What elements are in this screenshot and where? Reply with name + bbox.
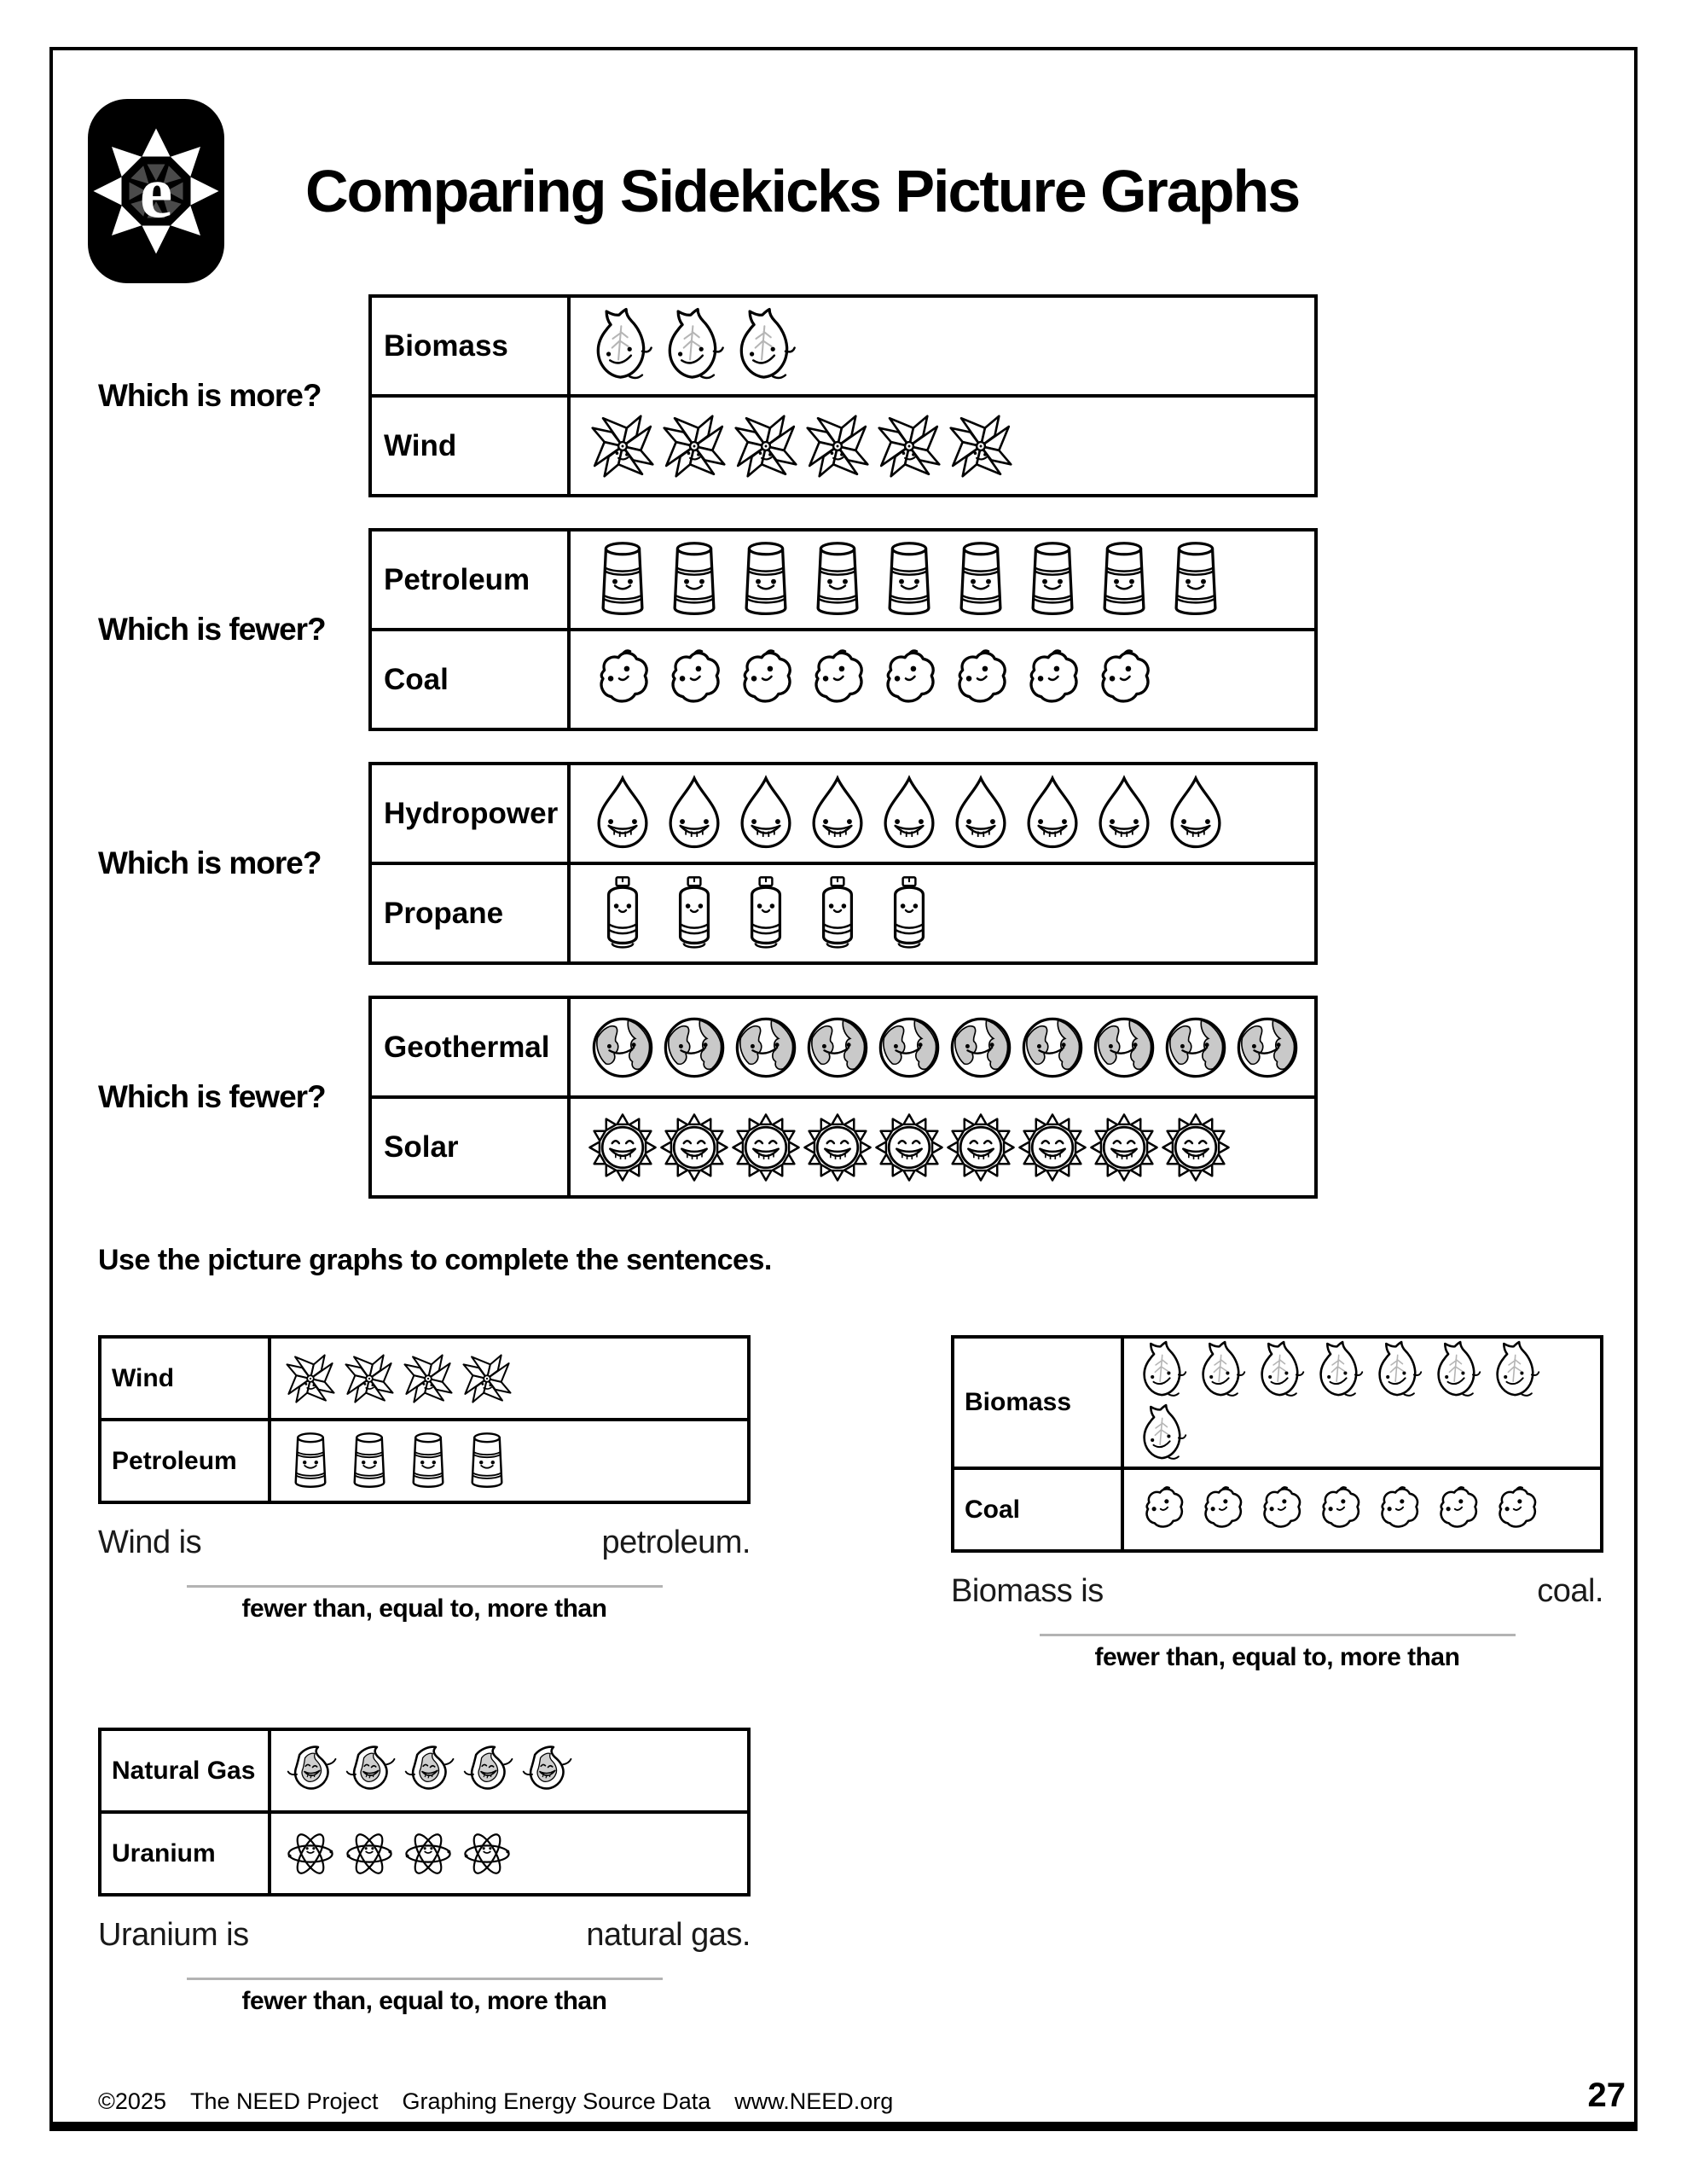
- uranium-icon: [283, 1822, 338, 1885]
- wind-icon: [401, 1347, 455, 1410]
- row-icons: [270, 1729, 749, 1812]
- uranium-icon: [401, 1822, 455, 1885]
- row-label: Hydropower: [370, 764, 569, 863]
- coal-icon: [659, 638, 729, 722]
- graph-row: [100, 1729, 749, 1812]
- hydropower-icon: [803, 772, 872, 856]
- petroleum-icon: [342, 1430, 397, 1493]
- row-label: Petroleum: [100, 1420, 270, 1502]
- petroleum-icon: [283, 1430, 338, 1493]
- row-icons: [569, 1097, 1316, 1197]
- instruction-text: Use the picture graphs to complete the sentences.: [98, 1244, 772, 1276]
- graph-row: [370, 630, 1316, 729]
- graph-row: [370, 296, 1316, 396]
- picture-graph-table: [368, 528, 1318, 731]
- comparison-question: Which is fewer?: [98, 1079, 326, 1114]
- row-icons: [270, 1337, 749, 1420]
- propane-icon: [731, 872, 801, 956]
- sentence-end: natural gas.: [586, 1917, 751, 1953]
- row-label: Propane: [370, 863, 569, 963]
- coal-icon: [588, 638, 658, 722]
- logo-letter: e: [139, 150, 173, 233]
- wind-icon: [803, 404, 872, 488]
- wind-icon: [659, 404, 729, 488]
- graph-row: [100, 1420, 749, 1502]
- row-icons: [270, 1420, 749, 1502]
- hydropower-icon: [1161, 772, 1231, 856]
- fill-in-sentence: [951, 1573, 1603, 1610]
- coal-icon: [1136, 1478, 1191, 1542]
- solar-icon: [659, 1106, 729, 1189]
- petroleum-icon: [460, 1430, 514, 1493]
- propane-icon: [588, 872, 658, 956]
- comparison-block: [98, 528, 1318, 731]
- petroleum-icon: [1161, 538, 1231, 622]
- exercise-picture-graph: [951, 1335, 1603, 1553]
- coal-icon: [874, 638, 944, 722]
- natural-gas-icon: [401, 1740, 455, 1803]
- wind-icon: [874, 404, 944, 488]
- sentence-start: Biomass is: [951, 1573, 1104, 1609]
- fill-in-sentence: [98, 1917, 751, 1954]
- need-energy-logo: [88, 99, 224, 283]
- wind-icon: [342, 1347, 397, 1410]
- graph-row: [953, 1468, 1602, 1551]
- comparison-section: [98, 294, 1318, 1199]
- solar-icon: [874, 1106, 944, 1189]
- coal-icon: [1254, 1478, 1308, 1542]
- hydropower-icon: [874, 772, 944, 856]
- answer-blank-line: [1040, 1634, 1516, 1636]
- energy-star-icon: [92, 127, 220, 255]
- graph-row: [370, 396, 1316, 496]
- row-icons: [569, 396, 1316, 496]
- row-icons: [569, 296, 1316, 396]
- comparison-block: [98, 294, 1318, 497]
- row-icons: [569, 764, 1316, 863]
- geothermal-icon: [731, 1006, 801, 1089]
- row-label: Coal: [370, 630, 569, 729]
- solar-icon: [731, 1106, 801, 1189]
- geothermal-icon: [1089, 1006, 1159, 1089]
- word-bank-choices: fewer than, equal to, more than: [241, 1594, 607, 1623]
- picture-graph-table: [368, 996, 1318, 1199]
- wind-icon: [460, 1347, 514, 1410]
- row-icons: [1122, 1337, 1602, 1468]
- comparison-question: Which is more?: [98, 845, 322, 880]
- graph-row: [100, 1337, 749, 1420]
- biomass-icon: [588, 305, 658, 388]
- geothermal-icon: [1232, 1006, 1302, 1089]
- word-bank-choices: fewer than, equal to, more than: [1094, 1643, 1460, 1671]
- graph-row: [370, 764, 1316, 863]
- graph-row: [370, 997, 1316, 1097]
- header: [88, 99, 1299, 283]
- picture-graph-table: [368, 762, 1318, 965]
- wind-icon: [731, 404, 801, 488]
- exercise-block: [98, 1335, 751, 1623]
- sentence-start: Wind is: [98, 1525, 202, 1560]
- page-title: Comparing Sidekicks Picture Graphs: [305, 158, 1300, 224]
- comparison-block: [98, 762, 1318, 965]
- row-label: Wind: [100, 1337, 270, 1420]
- footer-series: Graphing Energy Source Data: [402, 2088, 711, 2114]
- natural-gas-icon: [519, 1740, 573, 1803]
- biomass-icon: [659, 305, 729, 388]
- biomass-icon: [1489, 1339, 1544, 1403]
- coal-icon: [1313, 1478, 1367, 1542]
- geothermal-icon: [659, 1006, 729, 1089]
- uranium-icon: [342, 1822, 397, 1885]
- word-bank-choices: fewer than, equal to, more than: [241, 1987, 607, 2015]
- hydropower-icon: [731, 772, 801, 856]
- propane-icon: [803, 872, 872, 956]
- exercise-block: [951, 1335, 1603, 1672]
- natural-gas-icon: [283, 1740, 338, 1803]
- coal-icon: [1195, 1478, 1249, 1542]
- row-icons: [569, 863, 1316, 963]
- row-icons: [569, 530, 1316, 630]
- exercise-picture-graph: [98, 1335, 751, 1504]
- coal-icon: [1371, 1478, 1426, 1542]
- hydropower-icon: [1089, 772, 1159, 856]
- hydropower-icon: [588, 772, 658, 856]
- geothermal-icon: [1017, 1006, 1087, 1089]
- coal-icon: [946, 638, 1016, 722]
- geothermal-icon: [803, 1006, 872, 1089]
- wind-icon: [588, 404, 658, 488]
- answer-blank-line: [187, 1585, 663, 1588]
- sentence-end: coal.: [1537, 1573, 1603, 1609]
- natural-gas-icon: [460, 1740, 514, 1803]
- propane-icon: [874, 872, 944, 956]
- answer-blank-line: [187, 1978, 663, 1980]
- row-icons: [1122, 1468, 1602, 1551]
- petroleum-icon: [1017, 538, 1087, 622]
- biomass-icon: [1371, 1339, 1426, 1403]
- solar-icon: [1089, 1106, 1159, 1189]
- biomass-icon: [1136, 1339, 1191, 1403]
- footer-url: www.NEED.org: [734, 2088, 894, 2114]
- row-label: Solar: [370, 1097, 569, 1197]
- page-number: 27: [1587, 2077, 1626, 2114]
- uranium-icon: [460, 1822, 514, 1885]
- row-icons: [270, 1812, 749, 1895]
- row-label: Coal: [953, 1468, 1122, 1551]
- graph-row: [370, 863, 1316, 963]
- graph-row: [100, 1812, 749, 1895]
- propane-icon: [659, 872, 729, 956]
- comparison-question: Which is more?: [98, 378, 322, 413]
- biomass-icon: [731, 305, 801, 388]
- solar-icon: [1017, 1106, 1087, 1189]
- row-label: Biomass: [953, 1337, 1122, 1468]
- geothermal-icon: [1161, 1006, 1231, 1089]
- coal-icon: [1489, 1478, 1544, 1542]
- biomass-icon: [1136, 1403, 1191, 1466]
- biomass-icon: [1254, 1339, 1308, 1403]
- comparison-block: [98, 996, 1318, 1199]
- hydropower-icon: [1017, 772, 1087, 856]
- biomass-icon: [1430, 1339, 1485, 1403]
- solar-icon: [803, 1106, 872, 1189]
- sentence-end: petroleum.: [601, 1525, 751, 1560]
- row-label: Petroleum: [370, 530, 569, 630]
- biomass-icon: [1313, 1339, 1367, 1403]
- natural-gas-icon: [342, 1740, 397, 1803]
- petroleum-icon: [401, 1430, 455, 1493]
- coal-icon: [731, 638, 801, 722]
- petroleum-icon: [659, 538, 729, 622]
- row-label: Biomass: [370, 296, 569, 396]
- petroleum-icon: [946, 538, 1016, 622]
- exercise-block: [98, 1728, 751, 2016]
- answer-word-bank: [187, 1585, 663, 1623]
- geothermal-icon: [874, 1006, 944, 1089]
- picture-graph-table: [368, 294, 1318, 497]
- petroleum-icon: [1089, 538, 1159, 622]
- row-label: Natural Gas: [100, 1729, 270, 1812]
- row-icons: [569, 997, 1316, 1097]
- graph-row: [370, 530, 1316, 630]
- footer-org: The NEED Project: [189, 2088, 379, 2114]
- geothermal-icon: [588, 1006, 658, 1089]
- row-label: Uranium: [100, 1812, 270, 1895]
- biomass-icon: [1195, 1339, 1249, 1403]
- hydropower-icon: [946, 772, 1016, 856]
- answer-word-bank: [187, 1978, 663, 2016]
- petroleum-icon: [588, 538, 658, 622]
- coal-icon: [1089, 638, 1159, 722]
- answer-word-bank: [1040, 1634, 1516, 1672]
- row-label: Wind: [370, 396, 569, 496]
- coal-icon: [1017, 638, 1087, 722]
- fill-in-sentence: [98, 1525, 751, 1561]
- solar-icon: [588, 1106, 658, 1189]
- petroleum-icon: [874, 538, 944, 622]
- comparison-question: Which is fewer?: [98, 612, 326, 647]
- coal-icon: [1430, 1478, 1485, 1542]
- graph-row: [370, 1097, 1316, 1197]
- row-label: Geothermal: [370, 997, 569, 1097]
- hydropower-icon: [659, 772, 729, 856]
- wind-icon: [283, 1347, 338, 1410]
- solar-icon: [1161, 1106, 1231, 1189]
- exercise-picture-graph: [98, 1728, 751, 1896]
- petroleum-icon: [731, 538, 801, 622]
- graph-row: [953, 1337, 1602, 1468]
- coal-icon: [803, 638, 872, 722]
- solar-icon: [946, 1106, 1016, 1189]
- sentence-start: Uranium is: [98, 1917, 249, 1953]
- geothermal-icon: [946, 1006, 1016, 1089]
- row-icons: [569, 630, 1316, 729]
- wind-icon: [946, 404, 1016, 488]
- petroleum-icon: [803, 538, 872, 622]
- footer: [98, 2088, 893, 2115]
- footer-copyright: ©2025: [98, 2088, 166, 2114]
